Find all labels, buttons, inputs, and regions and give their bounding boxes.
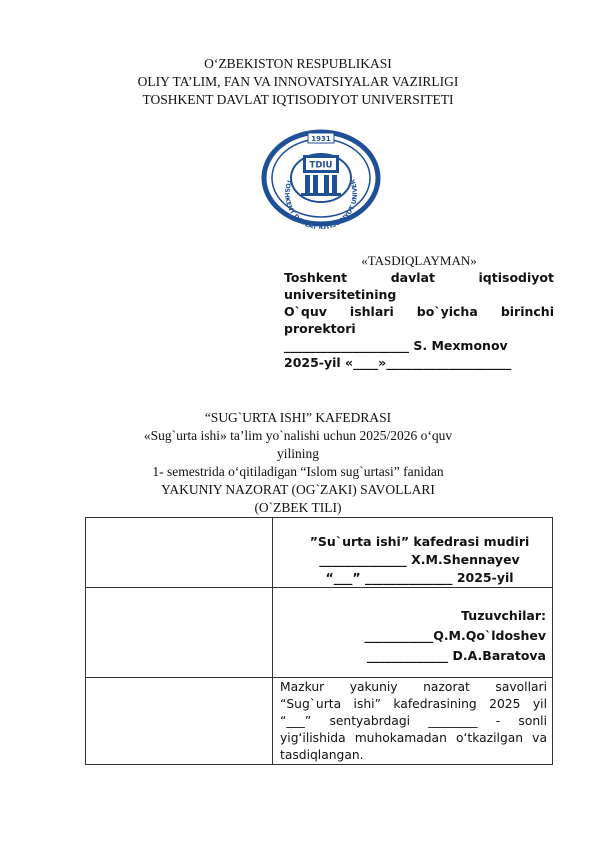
head-date: “___” ______________ 2025-yil bbox=[325, 570, 514, 585]
approval-date-line: 2025-yil «____»____________________ bbox=[284, 355, 512, 370]
empty-cell bbox=[86, 518, 273, 588]
semester-line: 1- semestrida o‘qitiladigan “Islom sug`urtasi” fanidan bbox=[152, 464, 444, 479]
university-logo bbox=[258, 127, 384, 229]
university-seal-icon bbox=[258, 127, 384, 229]
header-line-ministry: OLIY TA’LIM, FAN VA INNOVATSIYALAR VAZIRLIGI bbox=[137, 74, 459, 89]
approval-line-position: O`quv ishlari bo`yicha birinchi bbox=[284, 304, 554, 319]
empty-cell bbox=[86, 678, 273, 765]
approval-line-prorector: prorektori bbox=[284, 321, 356, 336]
signature-table bbox=[85, 517, 553, 765]
department-name: “SUG`URTA ISHI” KAFEDRASI bbox=[204, 410, 392, 425]
table-row bbox=[86, 518, 553, 588]
approval-note: Mazkur yakuniy nazorat savollari “Sug`urta ishi” kafedrasining 2025 yil “___” sentyabrdagi ________ - sonli yig‘ilishida muhokamadan o‘tkazilgan va tasdiqlangan. bbox=[280, 680, 547, 762]
approval-signature-line: ____________________ S. Mexmonov bbox=[284, 338, 508, 353]
head-signature: ______________ X.M.Shennayev bbox=[319, 552, 520, 567]
header-line-university: TOSHKENT DAVLAT IQTISODIYOT UNIVERSITETI bbox=[142, 92, 454, 107]
empty-cell bbox=[86, 588, 273, 678]
compilers-cell bbox=[273, 588, 553, 678]
approval-block bbox=[284, 252, 554, 371]
head-of-department-cell bbox=[273, 518, 553, 588]
compiler-1: ___________Q.M.Qo`ldoshev bbox=[364, 628, 546, 643]
svg-text:TDIU: TDIU bbox=[309, 160, 333, 171]
header-line-republic: O‘ZBEKISTON RESPUBLIKASI bbox=[204, 56, 392, 71]
language-line: (O`ZBEK TILI) bbox=[254, 500, 342, 515]
compilers-label: Tuzuvchilar: bbox=[461, 608, 546, 623]
program-line-cont: yilining bbox=[276, 446, 319, 461]
program-line: «Sug`urta ishi» ta’lim yo`nalishi uchun 2025/2026 o‘quv bbox=[143, 428, 453, 443]
head-title: ”Su`urta ishi” kafedrasi mudiri bbox=[309, 534, 530, 549]
svg-text:TOSHKENT DAVLAT IQTISODIYOT UN: TOSHKENT DAVLAT IQTISODIYOT UNIVER bbox=[282, 178, 360, 229]
compiler-2: _____________ D.A.Baratova bbox=[366, 648, 546, 663]
approval-line-university: Toshkent davlat iqtisodiyot bbox=[284, 270, 554, 285]
department-title-block bbox=[40, 409, 556, 517]
approval-line-universitetining: universitetining bbox=[284, 287, 397, 302]
approval-title: «TASDIQLAYMAN» bbox=[361, 253, 477, 268]
approval-note-cell bbox=[273, 678, 553, 765]
table-row bbox=[86, 678, 553, 765]
svg-text:1931: 1931 bbox=[311, 135, 331, 143]
exam-title: YAKUNIY NAZORAT (OG`ZAKI) SAVOLLARI bbox=[161, 482, 435, 497]
table-row bbox=[86, 588, 553, 678]
document-header bbox=[0, 55, 596, 109]
